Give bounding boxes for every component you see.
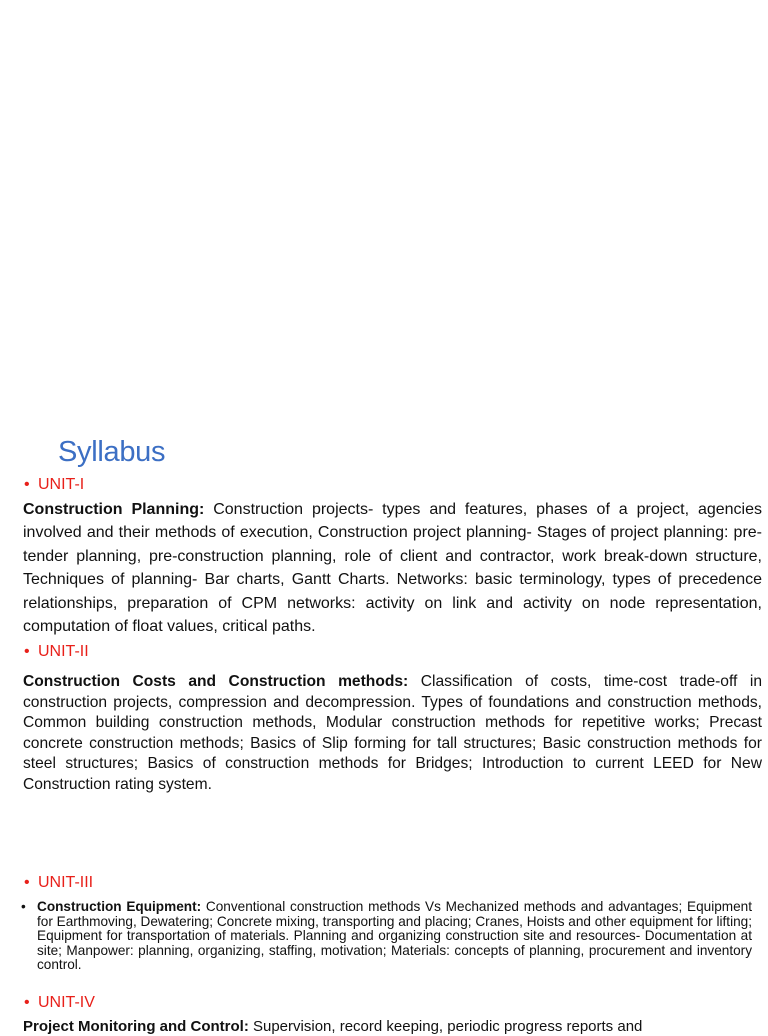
unit-label-4: • UNIT-IV xyxy=(24,994,95,1011)
unit-3-body: Conventional construction methods Vs Mechanized methods and advantages; Equipment for Earthmoving, Dewatering; Concrete mixing, transporting and placing; Cranes, Hoists and other equipment for lifting; Equipment for transportation of materials. Planning and organizing construction site and resources- Documentation at site; Manpower: planning, organizing, staffing, motivation; Materials: concepts of planning, procurement and inventory control. xyxy=(37,899,752,973)
unit-1-paragraph xyxy=(23,498,762,638)
bullet-icon: • xyxy=(21,899,26,914)
unit-4-body: Supervision, record keeping, periodic progress reports and xyxy=(248,1018,643,1035)
unit-label-2: • UNIT-II xyxy=(24,643,89,660)
unit-2-heading: Construction Costs and Construction methods: xyxy=(23,673,409,690)
unit-1-heading: Construction Planning: xyxy=(23,501,205,518)
unit-3-heading: Construction Equipment: xyxy=(37,899,202,914)
unit-2-body: Classification of costs, time-cost trade-off in construction projects, compression and decompression. Types of foundations and construction methods, Common building construction methods, Modular construction methods for repetitive works; Precast concrete construction methods; Basics of Slip forming for tall structures; Basic construction methods for steel structures; Basics of construction methods for Bridges; Introduction to current LEED for New Construction rating system. xyxy=(23,673,762,793)
page-title: Syllabus xyxy=(58,436,166,468)
unit-4-heading: Project Monitoring and Control: xyxy=(23,1018,249,1035)
unit-1-body: Construction projects- types and features, phases of a project, agencies involved and their methods of execution, Construction project planning- Stages of project planning: pre-tender planning, pre-construction planning, role of client and contractor, work break-down structure, Techniques of planning- Bar charts, Gantt Charts. Networks: basic terminology, types of precedence relationships, preparation of CPM networks: activity on link and activity on node representation, computation of float values, critical paths. xyxy=(23,501,763,636)
bullet-icon: • xyxy=(24,874,30,891)
bullet-icon: • xyxy=(24,643,30,660)
unit-2-paragraph xyxy=(23,672,762,796)
bullet-icon: • xyxy=(24,476,30,493)
bullet-icon: • xyxy=(24,994,30,1011)
unit-4-paragraph xyxy=(23,1018,762,1036)
unit-label-1: • UNIT-I xyxy=(24,476,85,493)
unit-3-paragraph xyxy=(21,899,752,973)
unit-label-3: • UNIT-III xyxy=(24,874,94,891)
